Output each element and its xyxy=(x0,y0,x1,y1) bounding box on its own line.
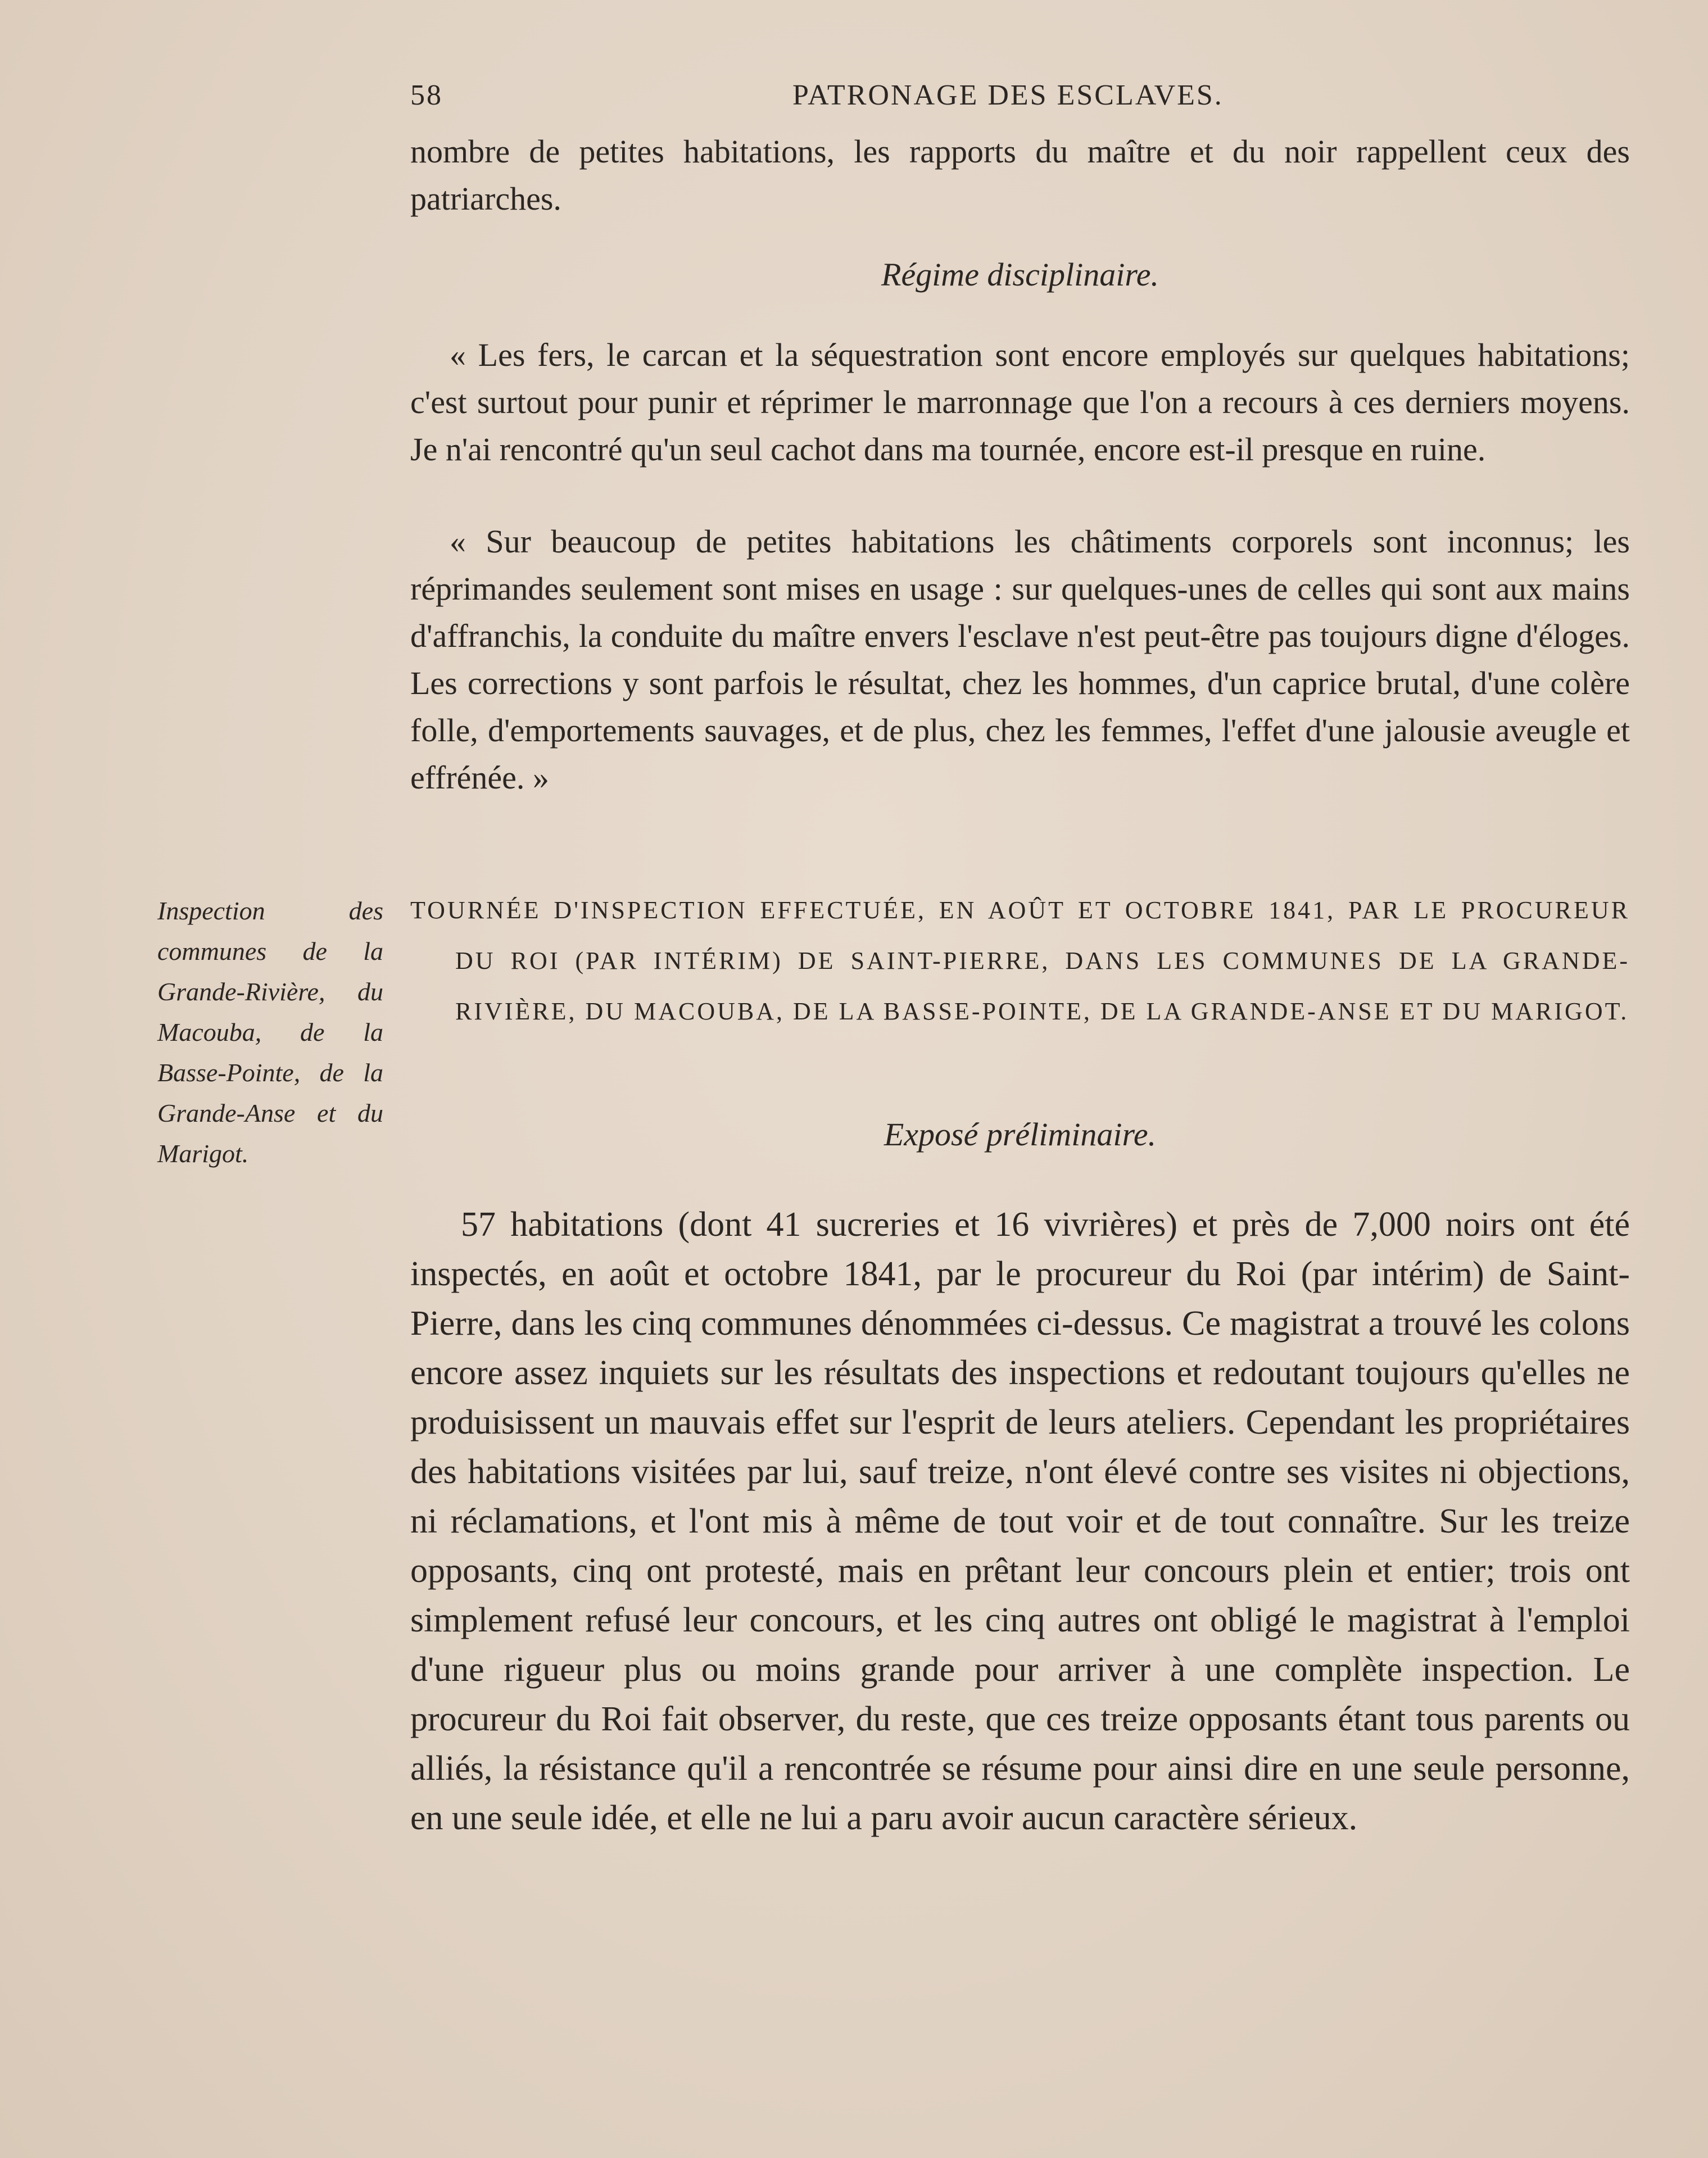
paragraph-continuation: nombre de petites habitations, les rapports du maître et du noir rappellent ceux des patriarches. xyxy=(410,133,1630,217)
running-title: PATRONAGE DES ESCLAVES. xyxy=(792,79,1224,111)
paragraph-expose: 57 habitations (dont 41 sucreries et 16 vivrières) et près de 7,000 noirs ont été inspectés, en août et octobre 1841, par le procureur du Roi (par intérim) de Saint-Pierre, dans les cinq communes dénommées ci-dessus. Ce magistrat a trouvé les colons encore assez inquiets sur les résultats des inspections et redoutant toujours qu'elles ne produisissent un mauvais effet sur l'esprit de leurs ateliers. Cependant les propriétaires des habitations visitées par lui, sauf treize, n'ont élevé contre ses visites ni objections, ni réclamations, et l'ont mis à même de tout voir et de tout connaître. Sur les treize opposants, cinq ont protesté, mais en prêtant leur concours plein et entier; trois ont simplement refusé leur concours, et les cinq autres ont obligé le magistrat à l'emploi d'une rigueur plus ou moins grande pour arriver à une complète inspection. Le procureur du Roi fait observer, du reste, que ces treize opposants étant tous parents ou alliés, la résistance qu'il a rencontrée se résume pour ainsi dire en une seule personne, en une seule idée, et elle ne lui a paru avoir aucun caractère sérieux. xyxy=(410,1205,1630,1837)
heading-expose-preliminaire: Exposé préliminaire. xyxy=(884,1116,1157,1153)
section-title: TOURNÉE D'INSPECTION EFFECTUÉE, EN AOÛT ET OCTOBRE 1841, PAR LE PROCUREUR DU ROI (PAR INTÉRIM) DE SAINT-PIERRE, DANS LES COMMUNES DE LA GRANDE-RIVIÈRE, DU MACOUBA, DE LA BASSE-POINTE, DE LA GRANDE-ANSE ET DU MARIGOT. xyxy=(410,896,1630,1025)
margin-note: Inspection des communes de la Grande-Rivière, du Macouba, de la Basse-Pointe, de la Grande-Anse et du Marigot. xyxy=(157,896,383,1168)
heading-regime-disciplinaire: Régime disciplinaire. xyxy=(881,256,1159,293)
page-number: 58 xyxy=(410,79,443,111)
running-header xyxy=(410,79,1635,124)
paragraph-quote-2: « Sur beaucoup de petites habitations les châtiments corporels sont inconnus; les réprimandes seulement sont mises en usage : sur quelques-unes de celles qui sont aux mains d'affranchis, la conduite du maître envers l'esclave n'est peut-être pas toujours digne d'éloges. Les corrections y sont parfois le résultat, chez les hommes, d'un caprice brutal, d'une colère folle, d'emportements sauvages, et de plus, chez les femmes, l'effet d'une jalousie aveugle et effrénée. » xyxy=(410,523,1630,796)
paragraph-quote-1: « Les fers, le carcan et la séquestration sont encore employés sur quelques habitations; c'est surtout pour punir et réprimer le marronnage que l'on a recours à ces derniers moyens. Je n'ai rencontré qu'un seul cachot dans ma tournée, encore est-il presque en ruine. xyxy=(410,337,1630,468)
